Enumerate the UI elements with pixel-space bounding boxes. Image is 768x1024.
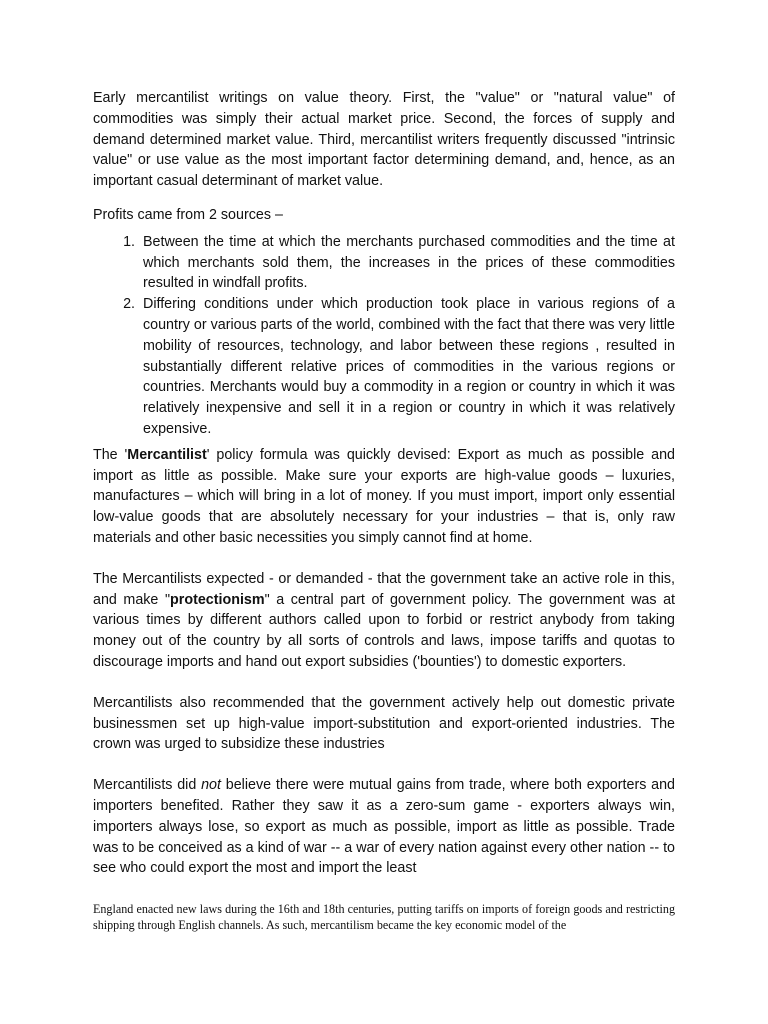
document-page: [93, 88, 675, 933]
paragraph-mutual-gains: [93, 775, 675, 879]
term-protectionism: protectionism: [170, 591, 265, 608]
term-mercantilist: Mercantilist: [127, 446, 207, 463]
paragraph-recommendation: Mercantilists also recommended that the government actively help out domestic private businessmen set up high-value import-substitution and export-oriented industries. The crown was urged to subsidize these industries: [93, 694, 675, 753]
list-item: 2. Differing conditions under which production took place in various regions of a country or various parts of the world, combined with the fact that there was very little mobility of resources, technology, and labor between these regions , resulted in substantially different relative prices of commodities in the various regions or countries. Merchants would buy a commodity in a region or country in which it was relatively inexpensive and sell it in a region or country in which it was relatively expensive.: [139, 294, 675, 440]
paragraph-policy-formula: [93, 445, 675, 549]
paragraph-profits-intro: Profits came from 2 sources –: [93, 206, 283, 223]
paragraph-england-note: England enacted new laws during the 16th and 18th centuries, putting tariffs on imports of foreign goods and restricting shipping through English channels. As such, mercantilism became the key economic model of the: [93, 902, 675, 933]
mutual-gains-lead: Mercantilists did: [93, 777, 202, 794]
paragraph-value-theory: Early mercantilist writings on value theory. First, the "value" or "natural value" of commodities was simply their actual market price. Second, the forces of supply and demand determined market value. Third, mercantilist writers frequently discussed "intrinsic value" or use value as the most important factor determining demand, and, hence, as an important casual determinant of market value.: [93, 90, 675, 190]
government-rest: " a central part of government policy. The government was at various times by different authors called upon to forbid or restrict anybody from taking money out of the country by all sorts of controls and laws, impose tariffs and quotas to discourage imports and hand out export subsidies ('bounties') to domestic exporters.: [93, 591, 675, 670]
policy-rest: ' policy formula was quickly devised: Export as much as possible and import as little as possible. Make sure your exports are high-value goods – luxuries, manufactures – which will bring in a lot of money. If you must import, import only essential low-value goods that are absolutely necessary for your industries – that is, only raw materials and other basic necessities you simply cannot find at home.: [93, 446, 676, 546]
government-lead: The Mercantilists expected - or demanded - that the government take an active role in this, and make ": [93, 570, 675, 608]
profit-sources-list: [93, 232, 675, 440]
term-not: not: [201, 777, 221, 794]
mutual-gains-rest: believe there were mutual gains from trade, where both exporters and importers benefited. Rather they saw it as a zero-sum game - exporters always win, importers always lose, so export as much as possible, import as little as possible. Trade was to be conceived as a kind of war -- a war of every nation against every other nation -- to see who could export the most and import the least: [93, 777, 675, 877]
policy-lead: The ': [93, 446, 128, 463]
paragraph-government-role: [93, 569, 675, 673]
list-item: 1. Between the time at which the merchants purchased commodities and the time at which merchants sold them, the increases in the prices of these commodities resulted in windfall profits.: [139, 232, 675, 294]
